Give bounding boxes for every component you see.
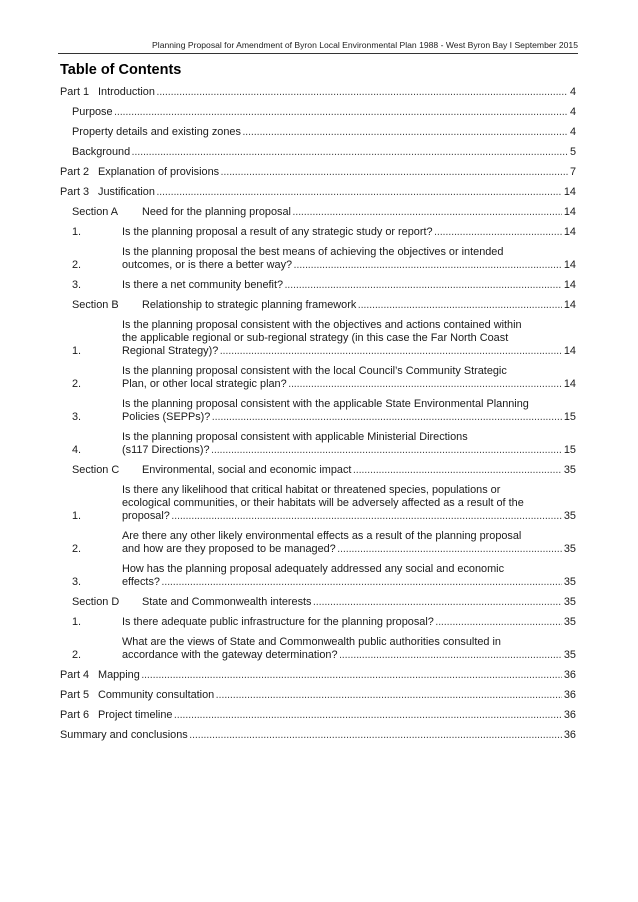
toc-entry-title	[142, 206, 562, 219]
toc-entry-title	[98, 669, 562, 682]
toc-entry-title	[122, 616, 562, 629]
toc-entry-number: 2.	[72, 543, 82, 555]
toc-entry-page-number: 4	[569, 106, 576, 118]
toc-entry-title-line: Explanation of provisions . . .	[98, 166, 568, 179]
toc-entry-title	[122, 431, 562, 457]
toc-entry-title-line: (s117 Directions)? . . .	[122, 444, 562, 457]
toc-entry-title	[122, 226, 562, 239]
toc-entry[interactable]	[60, 616, 576, 629]
toc-entry-page-number: 4	[569, 126, 576, 138]
toc-entry-page-number: 35	[563, 596, 576, 608]
toc-entry-page-number: 14	[563, 206, 576, 218]
toc-entry-page-number: 35	[563, 510, 576, 522]
toc-entry-number: 3.	[72, 411, 82, 423]
toc-entry-page-number: 36	[563, 689, 576, 701]
toc-entry-number: 3.	[72, 279, 82, 291]
toc-entry-title	[98, 689, 562, 702]
toc-entry-title	[72, 106, 568, 119]
toc-entry[interactable]	[60, 186, 576, 199]
toc-entry-title-line: proposal? . . .	[122, 510, 562, 523]
toc-entry-number: Section D	[72, 596, 120, 608]
toc-title: Table of Contents	[60, 62, 182, 78]
toc-entry-page-number: 4	[569, 86, 576, 98]
toc-entry-title-line: Is there a net community benefit? . . .	[122, 279, 562, 292]
toc-entry-page-number: 35	[563, 464, 576, 476]
toc-entry[interactable]	[60, 146, 576, 159]
toc-entry-title	[60, 729, 562, 742]
toc-entry-number: 2.	[72, 378, 82, 390]
toc-entry-title-line: Is the planning proposal consistent with the objectives and actions contained within	[122, 319, 522, 331]
toc-entry[interactable]	[60, 431, 576, 457]
toc-entry-number: 1.	[72, 345, 82, 357]
toc-entry-title-line: outcomes, or is there a better way? . . .	[122, 259, 562, 272]
toc-entry-title-line: Are there any other likely environmental effects as a result of the planning proposal	[122, 530, 522, 542]
toc-entry-title	[142, 299, 562, 312]
toc-entry-title-line: Policies (SEPPs)? . . .	[122, 411, 562, 424]
toc-entry-title	[122, 365, 562, 391]
toc-entry-title	[122, 279, 562, 292]
toc-entry-page-number: 14	[563, 259, 576, 271]
toc-entry-page-number: 35	[563, 616, 576, 628]
toc-entry-title	[122, 530, 562, 556]
toc-entry-title	[98, 86, 568, 99]
toc-entry-title-line: effects? . . .	[122, 576, 562, 589]
toc-entry-title	[142, 596, 562, 609]
toc-entry-title	[72, 146, 568, 159]
toc-entry[interactable]	[60, 86, 576, 99]
toc-entry-title-line: Community consultation . . .	[98, 689, 562, 702]
toc-entry-page-number: 15	[563, 411, 576, 423]
toc-entry-title	[72, 126, 568, 139]
toc-entry-title-line: Property details and existing zones . . .	[72, 126, 568, 139]
toc-entry-title-line: Is there any likelihood that critical habitat or threatened species, populations or	[122, 484, 501, 496]
toc-entry[interactable]	[60, 106, 576, 119]
toc-entry-title	[98, 166, 568, 179]
toc-entry[interactable]	[60, 669, 576, 682]
toc-entry-title-line: Purpose . . .	[72, 106, 568, 119]
toc-entry-number: 2.	[72, 649, 82, 661]
toc-entry[interactable]	[60, 464, 576, 477]
toc-entry-page-number: 14	[563, 186, 576, 198]
toc-entry-number: Part 6	[60, 709, 90, 721]
toc-entry-title-line: Background . . .	[72, 146, 568, 159]
toc-entry-title-line: How has the planning proposal adequately addressed any social and economic	[122, 563, 505, 575]
toc-entry-number: 1.	[72, 510, 82, 522]
toc-entry-title-line: Plan, or other local strategic plan? . . .	[122, 378, 562, 391]
toc-entry[interactable]	[60, 126, 576, 139]
toc-entry-number: Part 2	[60, 166, 90, 178]
toc-entry[interactable]	[60, 689, 576, 702]
toc-entry-number: 4.	[72, 444, 82, 456]
toc-entry-page-number: 15	[563, 444, 576, 456]
toc-entry[interactable]	[60, 365, 576, 391]
toc-entry-title-line: the applicable regional or sub-regional strategy (in this case the Far North Coast	[122, 332, 509, 344]
toc-entry-title	[122, 484, 562, 523]
toc-entry[interactable]	[60, 596, 576, 609]
toc-entry-title-line: Need for the planning proposal . . .	[142, 206, 562, 219]
toc-entry-number: 2.	[72, 259, 82, 271]
toc-entry[interactable]	[60, 398, 576, 424]
toc-entry-title-line: ecological communities, or their habitats will be adversely affected as a result of the	[122, 497, 524, 509]
toc-entry-title-line: Mapping . . .	[98, 669, 562, 682]
toc-entry[interactable]	[60, 709, 576, 722]
toc-entry-title	[122, 246, 562, 272]
toc-entry-title-line: State and Commonwealth interests . . .	[142, 596, 562, 609]
toc-entry-title-line: Regional Strategy)? . . .	[122, 345, 562, 358]
toc-entry[interactable]	[60, 563, 576, 589]
toc-entry[interactable]	[60, 279, 576, 292]
toc-entry-page-number: 7	[569, 166, 576, 178]
toc-entry-page-number: 35	[563, 576, 576, 588]
toc-entry-title	[98, 709, 562, 722]
toc-entry-title-line: Project timeline . . .	[98, 709, 562, 722]
toc-entry-number: 1.	[72, 226, 82, 238]
toc-entry-page-number: 5	[569, 146, 576, 158]
toc-entry-title-line: Is the planning proposal a result of any strategic study or report? . . .	[122, 226, 562, 239]
toc-entry[interactable]	[60, 484, 576, 523]
toc-entry[interactable]	[60, 636, 576, 662]
toc-entry-number: Section A	[72, 206, 119, 218]
toc-entry-page-number: 14	[563, 279, 576, 291]
toc-entry-title	[122, 636, 562, 662]
toc-entry-title-line: Summary and conclusions . . .	[60, 729, 562, 742]
toc-entry[interactable]	[60, 226, 576, 239]
toc-entry-page-number: 35	[563, 649, 576, 661]
toc-entry-title	[122, 319, 562, 358]
toc-entry-page-number: 14	[563, 345, 576, 357]
toc-entry-page-number: 14	[563, 378, 576, 390]
toc-entry[interactable]	[60, 206, 576, 219]
toc-entry-title-line: Introduction . . .	[98, 86, 568, 99]
toc-entry[interactable]	[60, 299, 576, 312]
toc-entry-number: Section B	[72, 299, 119, 311]
toc-entry-number: Part 3	[60, 186, 90, 198]
toc-entry-title-line: Environmental, social and economic impact . . .	[142, 464, 562, 477]
toc-entry-title	[98, 186, 562, 199]
toc-entry-title-line: Is there adequate public infrastructure for the planning proposal? . . .	[122, 616, 562, 629]
toc-entry-number: Part 1	[60, 86, 90, 98]
toc-entry-title-line: What are the views of State and Commonwealth public authorities consulted in	[122, 636, 501, 648]
toc-entry-page-number: 36	[563, 669, 576, 681]
toc-entry-number: 1.	[72, 616, 82, 628]
toc-entry-number: Section C	[72, 464, 120, 476]
running-header: Planning Proposal for Amendment of Byron Local Environmental Plan 1988 - West Byron Bay I September 2015	[58, 40, 578, 54]
toc-entry-title-line: Is the planning proposal consistent with the applicable State Environmental Planning	[122, 398, 529, 410]
toc-entry-title-line: accordance with the gateway determination? . . .	[122, 649, 562, 662]
toc-entry-number: Part 5	[60, 689, 90, 701]
toc-entry-page-number: 14	[563, 226, 576, 238]
toc-entry-page-number: 36	[563, 729, 576, 741]
toc-entry-title	[122, 398, 562, 424]
table-of-contents	[60, 86, 576, 742]
toc-entry-page-number: 14	[563, 299, 576, 311]
toc-entry-page-number: 36	[563, 709, 576, 721]
toc-entry-number: Part 4	[60, 669, 90, 681]
toc-entry-title-line: Relationship to strategic planning framework . . .	[142, 299, 562, 312]
toc-entry-title-line: and how are they proposed to be managed? . . .	[122, 543, 562, 556]
toc-entry-title-line: Justification . . .	[98, 186, 562, 199]
toc-entry[interactable]	[60, 530, 576, 556]
toc-entry[interactable]	[60, 246, 576, 272]
toc-entry-page-number: 35	[563, 543, 576, 555]
toc-entry[interactable]	[60, 166, 576, 179]
toc-entry-title-line: Is the planning proposal the best means of achieving the objectives or intended	[122, 246, 504, 258]
toc-entry[interactable]	[60, 319, 576, 358]
toc-entry-title-line: Is the planning proposal consistent with applicable Ministerial Directions	[122, 431, 468, 443]
toc-entry[interactable]	[60, 729, 576, 742]
toc-entry-title-line: Is the planning proposal consistent with the local Council’s Community Strategic	[122, 365, 507, 377]
toc-entry-title	[142, 464, 562, 477]
toc-entry-title	[122, 563, 562, 589]
toc-entry-number: 3.	[72, 576, 82, 588]
